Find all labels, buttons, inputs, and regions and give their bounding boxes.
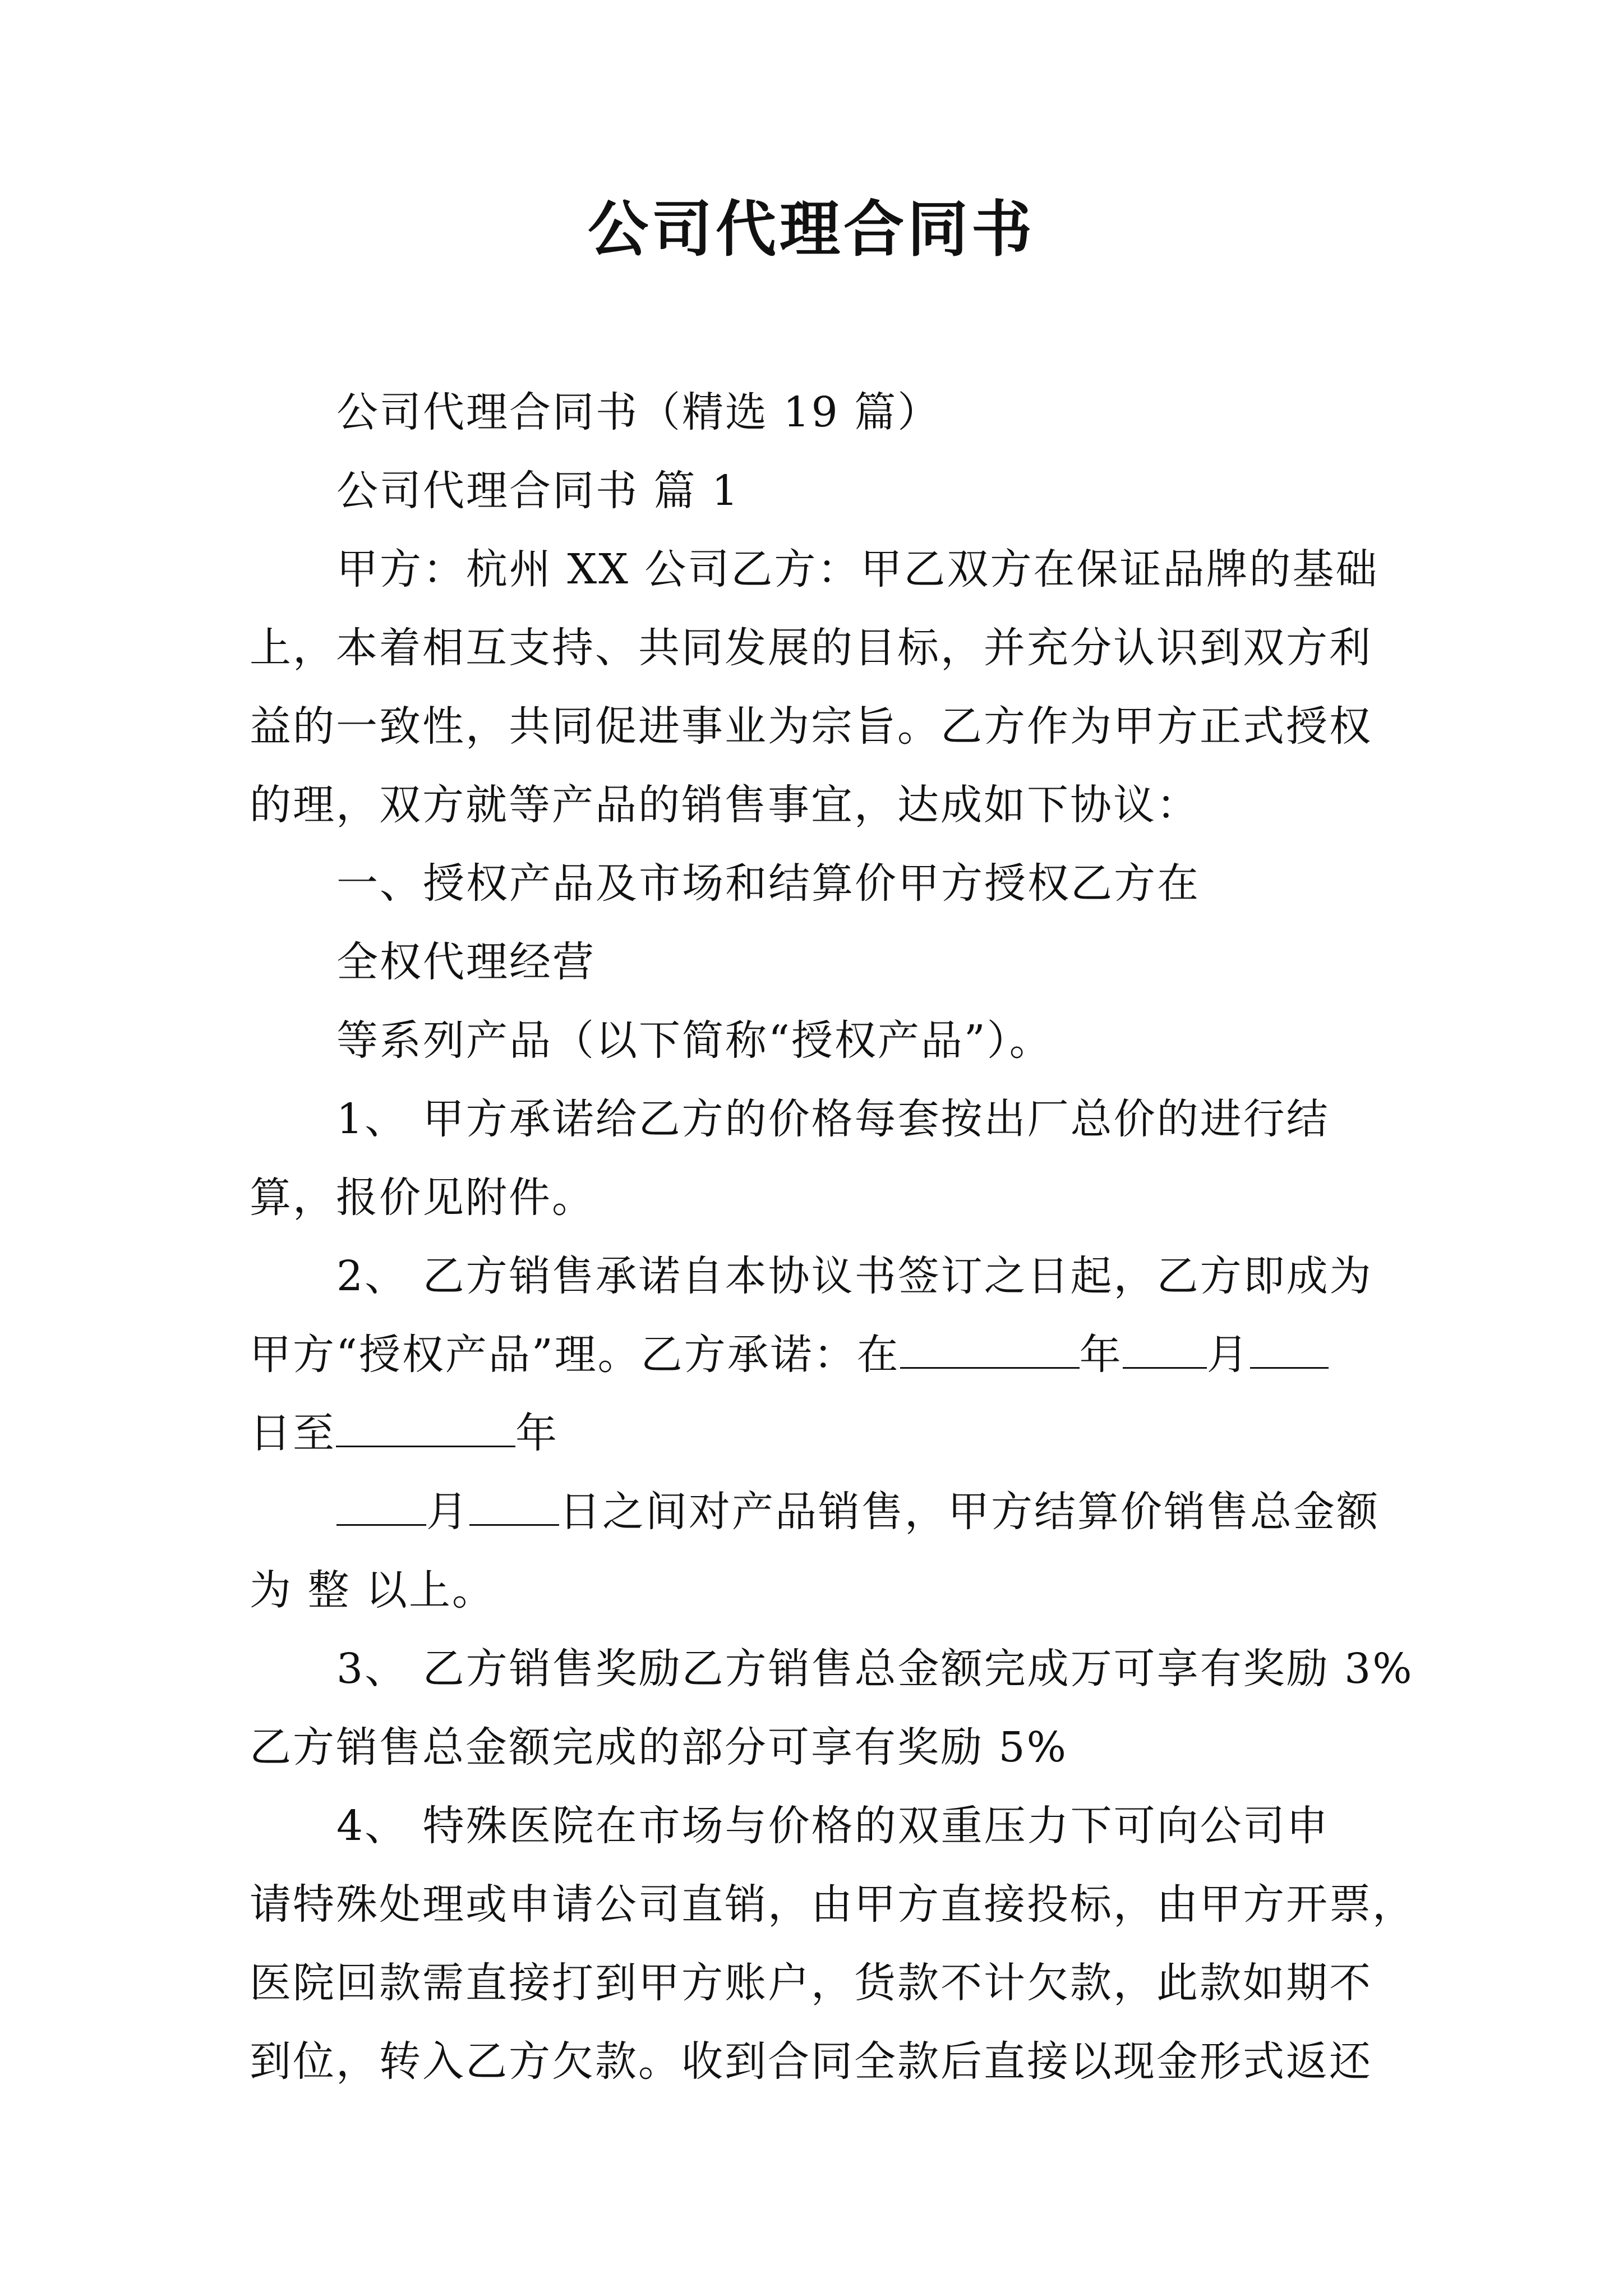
month-label: 月 [1206, 1331, 1250, 1379]
item4-line-3: 医院回款需直接打到甲方账户，货款不计欠款，此款如期不 [250, 1959, 1372, 2007]
item3-line-1: 3、 乙方销售奖励乙方销售总金额完成万可享有奖励 3% [336, 1645, 1414, 1693]
section1-line-2: 全权代理经营 [336, 938, 596, 986]
day-blank [1250, 1330, 1329, 1369]
year-label: 年 [1079, 1331, 1123, 1379]
intro-line-4: 的理，双方就等产品的销售事宜，达成如下协议： [250, 781, 1200, 829]
day-to-label: 日至 [250, 1409, 336, 1457]
item2-line-1: 2、 乙方销售承诺自本协议书签订之日起，乙方即成为 [336, 1252, 1373, 1300]
document-title: 公司代理合同书 [587, 195, 1035, 265]
end-year-label: 年 [515, 1409, 559, 1457]
intro-line-3: 益的一致性，共同促进事业为宗旨。乙方作为甲方正式授权 [250, 702, 1372, 751]
intro-line-2: 上，本着相互支持、共同发展的目标，并充分认识到双方利 [250, 624, 1372, 672]
month-blank [1123, 1330, 1207, 1369]
item2-line-2 [250, 1324, 1410, 1386]
item3-line-2: 乙方销售总金额完成的部分可享有奖励 5% [250, 1723, 1068, 1772]
chapter-heading: 公司代理合同书 篇 1 [336, 467, 740, 515]
subtitle: 公司代理合同书（精选 19 篇） [336, 388, 941, 436]
item2-line-5: 为 整 以上。 [250, 1566, 496, 1614]
item2-line-3 [250, 1402, 1410, 1464]
item2-line-4 [336, 1481, 1413, 1543]
end-day-blank [469, 1487, 559, 1526]
item2-line-4-text: 日之间对产品销售，甲方结算价销售总金额 [559, 1488, 1380, 1536]
end-month-label: 月 [426, 1488, 469, 1536]
intro-line-1: 甲方：杭州 XX 公司乙方：甲乙双方在保证品牌的基础 [336, 545, 1379, 593]
item1-line-1: 1、 甲方承诺给乙方的价格每套按出厂总价的进行结 [336, 1095, 1330, 1143]
item4-line-4: 到位，转入乙方欠款。收到合同全款后直接以现金形式返还 [250, 2037, 1372, 2086]
section1-line-3: 等系列产品（以下简称“授权产品”）。 [336, 1016, 1053, 1065]
item2-line-2-text: 甲方“授权产品”理。乙方承诺：在 [250, 1331, 900, 1379]
year-blank [900, 1330, 1080, 1369]
item4-line-1: 4、 特殊医院在市场与价格的双重压力下可向公司申 [336, 1802, 1330, 1850]
section1-heading: 一、授权产品及市场和结算价甲方授权乙方在 [336, 859, 1200, 908]
end-month-blank [336, 1487, 426, 1526]
item1-line-2: 算，报价见附件。 [250, 1174, 595, 1222]
end-year-blank [336, 1409, 515, 1447]
item4-line-2: 请特殊处理或申请公司直销，由甲方直接投标，由甲方开票， [250, 1880, 1415, 1929]
